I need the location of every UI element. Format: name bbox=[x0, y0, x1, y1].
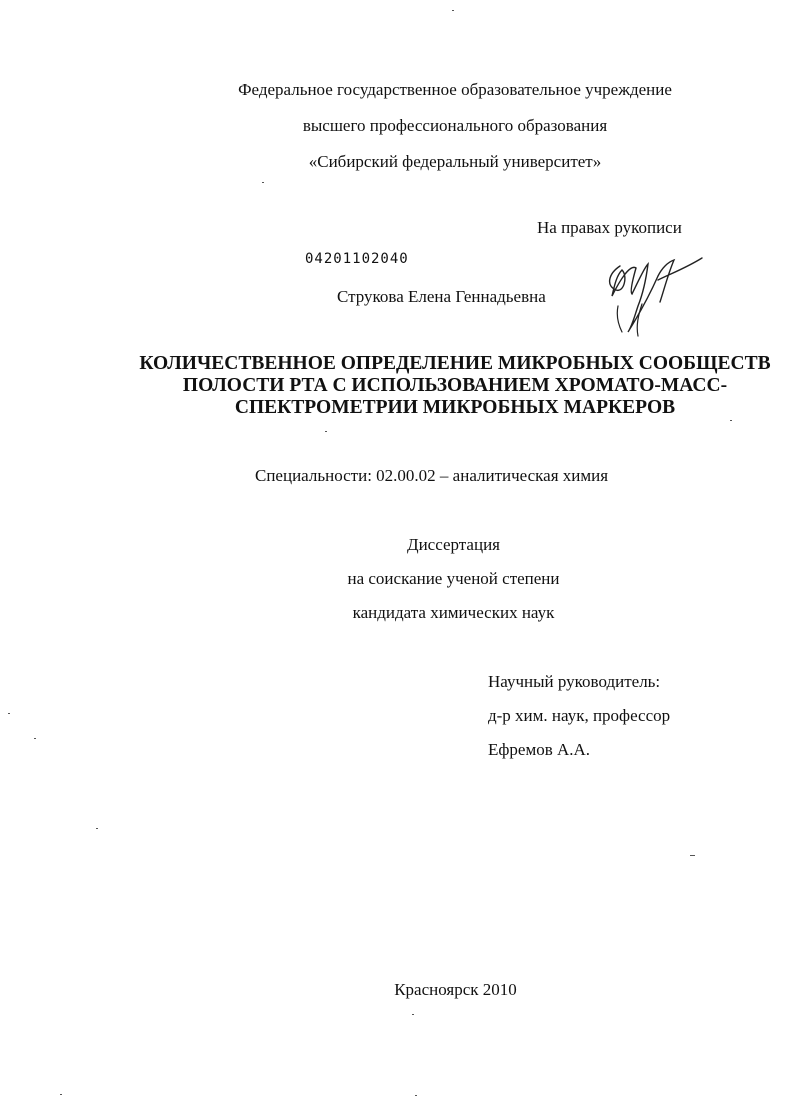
scan-speck bbox=[452, 10, 454, 11]
title-line-3: СПЕКТРОМЕТРИИ МИКРОБНЫХ МАРКЕРОВ bbox=[234, 397, 676, 418]
registration-number: 04201102040 bbox=[305, 251, 409, 267]
author-name: Струкова Елена Геннадьевна bbox=[337, 287, 546, 306]
scan-speck bbox=[34, 738, 36, 739]
institution-line-3: «Сибирский федеральный университет» bbox=[308, 152, 602, 171]
specialty: Специальности: 02.00.02 – аналитическая химия bbox=[255, 466, 609, 485]
scan-speck bbox=[412, 1014, 414, 1015]
scan-speck bbox=[415, 1095, 417, 1096]
place-year: Красноярск 2010 bbox=[394, 980, 517, 999]
scan-speck bbox=[262, 182, 264, 183]
scan-speck bbox=[8, 713, 10, 714]
supervisor-name: Ефремов А.А. bbox=[488, 740, 591, 759]
scan-speck bbox=[96, 828, 98, 829]
signature-icon bbox=[598, 246, 708, 346]
supervisor-label: Научный руководитель: bbox=[488, 672, 661, 691]
dissertation-line-3: кандидата химических наук bbox=[352, 603, 555, 622]
title-line-2: ПОЛОСТИ РТА С ИСПОЛЬЗОВАНИЕМ ХРОМАТО-МАСС- bbox=[182, 375, 728, 396]
dissertation-line-2: на соискание ученой степени bbox=[347, 569, 560, 588]
manuscript-note: На правах рукописи bbox=[537, 218, 682, 237]
scan-speck bbox=[60, 1094, 62, 1095]
dissertation-title bbox=[80, 353, 797, 419]
dissertation-line-1: Диссертация bbox=[406, 535, 500, 554]
title-line-1: КОЛИЧЕСТВЕННОЕ ОПРЕДЕЛЕНИЕ МИКРОБНЫХ СООБЩЕСТВ bbox=[139, 353, 771, 374]
institution-line-2: высшего профессионального образования bbox=[302, 116, 608, 135]
scan-speck bbox=[730, 420, 732, 421]
scan-speck bbox=[690, 855, 695, 856]
scan-speck bbox=[325, 431, 327, 432]
institution-line-1: Федеральное государственное образовательное учреждение bbox=[238, 80, 672, 99]
supervisor-degree: д-р хим. наук, профессор bbox=[488, 706, 671, 725]
